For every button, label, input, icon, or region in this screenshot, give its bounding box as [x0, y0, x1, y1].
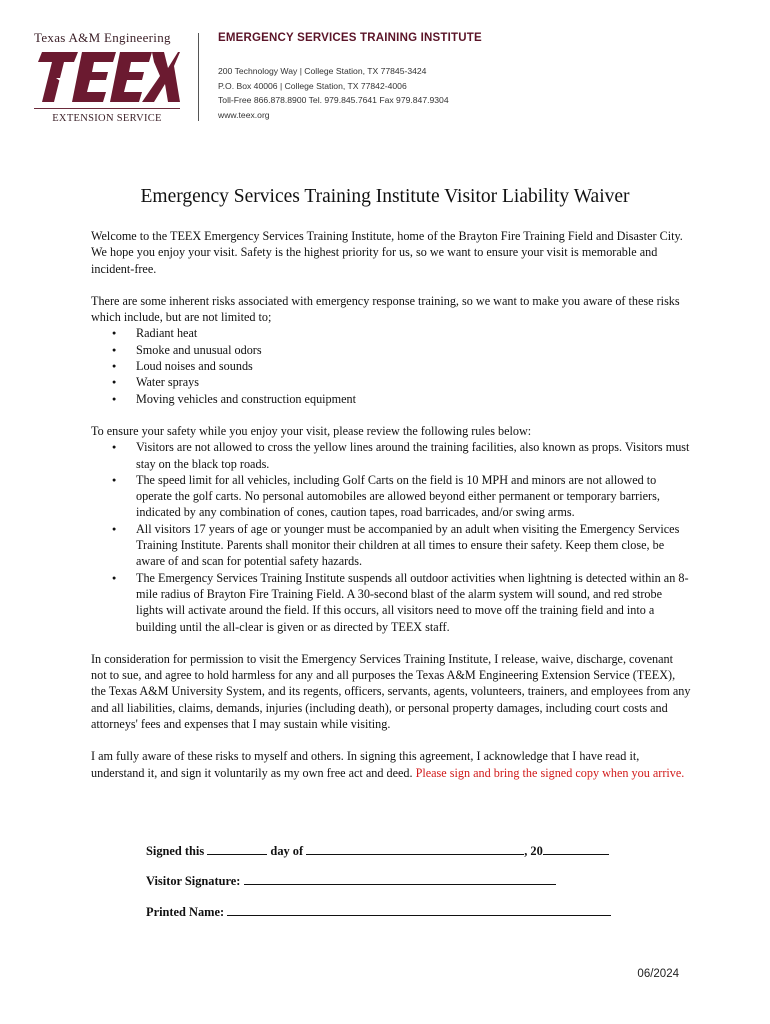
risks-paragraph — [91, 293, 691, 326]
org-name: Texas A&M Engineering — [34, 30, 171, 45]
signed-this-label: Signed this — [146, 844, 205, 858]
phone-line: Toll-Free 866.878.8900 Tel. 979.845.7641 Fax 979.847.9304 — [218, 95, 449, 105]
list-item: ● The speed limit for all vehicles, including Golf Carts on the field is 10 MPH and minors are not allowed to operate the golf carts. No personal automobiles are allowed beyond either permanent or temporary barriers, indicated by any combination of cones, caution tapes, road barricades, and/or swing arms. — [136, 472, 691, 521]
list-item: ● Loud noises and sounds — [136, 358, 691, 374]
visitor-signature-label: Visitor Signature: — [146, 874, 241, 888]
list-item: ● Visitors are not allowed to cross the yellow lines around the training facilities, also known as props. Visitors must stay on the black top roads. — [136, 439, 691, 472]
risks-list — [91, 325, 691, 406]
service-name: EXTENSION SERVICE — [52, 113, 162, 124]
website-link[interactable]: www.teex.org — [218, 109, 270, 120]
institute-name: EMERGENCY SERVICES TRAINING INSTITUTE — [218, 32, 482, 44]
signed-date-line — [146, 843, 609, 859]
header-divider — [198, 33, 199, 121]
list-item: ● Moving vehicles and construction equipment — [136, 391, 691, 407]
document-title: Emergency Services Training Institute Visitor Liability Waiver — [140, 186, 630, 207]
logo-underline — [34, 108, 180, 109]
acknowledgement-text: I am fully aware of these risks to myself and others. In signing this agreement, I acknowledge that I have read it, understand it, and sign it voluntarily as my own free act and deed. — [91, 749, 640, 780]
address-line: P.O. Box 40006 | College Station, TX 77842-4006 — [218, 80, 407, 91]
document-body — [91, 228, 691, 797]
list-item: ● Smoke and unusual odors — [136, 342, 691, 358]
org-logo-block — [34, 30, 184, 124]
printed-name-line — [146, 904, 611, 920]
revision-date: 06/2024 — [637, 968, 679, 980]
list-item: ● Water sprays — [136, 374, 691, 390]
signed-month-field[interactable] — [306, 843, 524, 855]
list-item: ● Radiant heat — [136, 325, 691, 341]
list-item: ● The Emergency Services Training Institute suspends all outdoor activities when lightning is detected within an 8-mile radius of Brayton Fire Training Field. A 30-second blast of the alarm system will sound, and red strobe lights will activate around the field. If this occurs, all visitors need to move off the training field and into a building until the all-clear is given or as directed by TEEX staff. — [136, 570, 691, 635]
printed-name-field[interactable] — [227, 904, 611, 916]
rules-intro: To ensure your safety while you enjoy your visit, please review the following rules below: — [91, 423, 532, 438]
signed-day-field[interactable] — [207, 843, 267, 855]
teex-logo — [34, 48, 180, 106]
logo-text: TEEX — [34, 48, 37, 49]
institute-header — [218, 32, 482, 122]
risks-intro: There are some inherent risks associated with emergency response training, so we want to make you aware of these risks which include, but are not limited to; — [91, 293, 680, 325]
visitor-signature-field[interactable] — [244, 873, 556, 885]
address-line: 200 Technology Way | College Station, TX 77845-3424 — [218, 66, 427, 76]
year-prefix-label: , 20 — [524, 844, 543, 858]
address-block — [218, 64, 482, 122]
intro-paragraph: Welcome to the TEEX Emergency Services Training Institute, home of the Brayton Fire Training Field and Disaster City. We hope you enjoy your visit. Safety is the highest priority for us, so we want to ensure your visit is memorable and incident-free. — [91, 229, 683, 276]
printed-name-label: Printed Name: — [146, 905, 225, 919]
day-of-label: day of — [270, 844, 304, 858]
sign-instruction: Please sign and bring the signed copy when you arrive. — [415, 765, 685, 780]
visitor-signature-line — [146, 873, 556, 889]
acknowledgement-paragraph — [91, 748, 691, 781]
list-item: ● All visitors 17 years of age or younger must be accompanied by an adult when visiting the Emergency Services Training Institute. Parents shall monitor their children at all times to ensure their safety. Keep them close, be aware of and scan for potential safety hazards. — [136, 521, 691, 570]
release-paragraph: In consideration for permission to visit the Emergency Services Training Institute, I release, waive, discharge, covenant not to sue, and agree to hold harmless for any and all purposes the Texas A&M Engineering Extension Service (TEEX), the Texas A&M University System, and its regents, officers, servants, agents, volunteers, trainers, and employees from any and all liabilities, claims, demands, injuries (including death), or personal property damages, including court costs and attorneys' fees and expenses that I may sustain while visiting. — [91, 651, 691, 732]
rules-list — [91, 439, 691, 635]
signed-year-field[interactable] — [543, 843, 609, 855]
